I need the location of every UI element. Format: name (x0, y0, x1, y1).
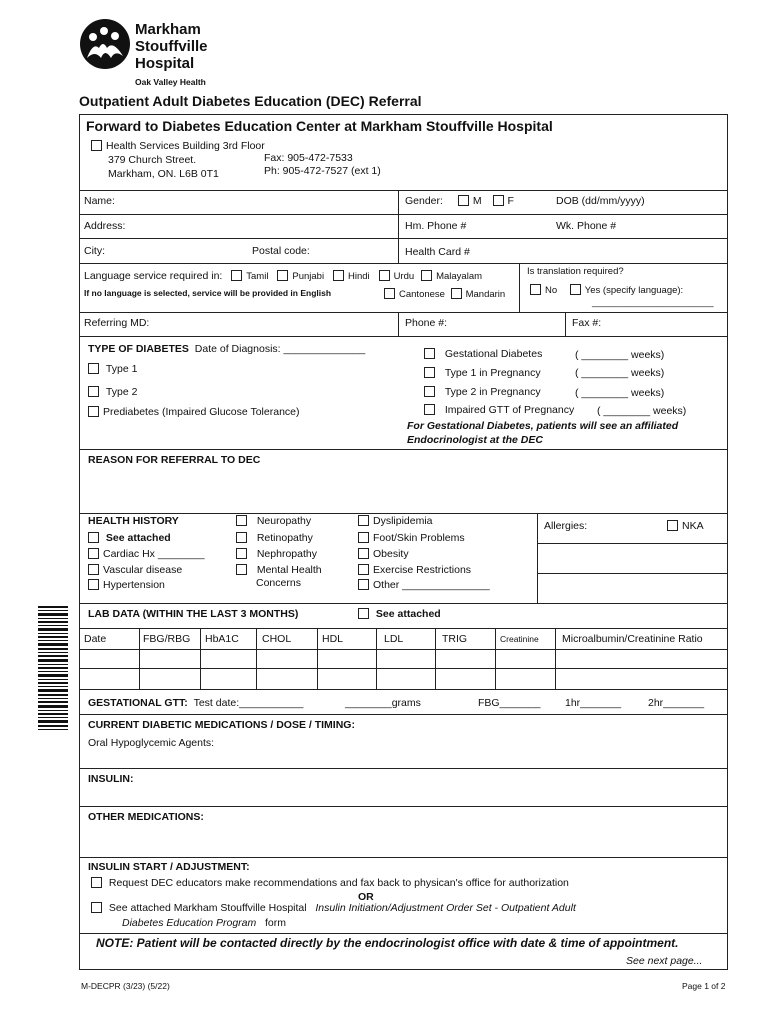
forward-heading: Forward to Diabetes Education Center at Markham Stouffville Hospital (86, 118, 553, 134)
insulin-order-set-checkbox[interactable] (91, 902, 102, 913)
gtt-test-date[interactable]: Test date:___________ (193, 697, 304, 709)
referring-fax-field[interactable]: Fax #: (572, 317, 602, 329)
mandarin-checkbox[interactable] (451, 288, 462, 299)
building-label: Health Services Building 3rd Floor (106, 140, 265, 152)
cardiac-label: Cardiac Hx ________ (103, 548, 205, 560)
gestational-weeks[interactable]: ( ________ weeks) (575, 349, 665, 361)
retinopathy-checkbox[interactable] (236, 532, 247, 543)
lab-col-chol: CHOL (262, 633, 292, 645)
insulin-start-heading: INSULIN START / ADJUSTMENT: (88, 861, 250, 873)
mental-health-option[interactable] (236, 564, 322, 576)
neuropathy-label: Neuropathy (256, 515, 312, 527)
reason-text-area[interactable] (88, 470, 718, 510)
home-phone-field[interactable]: Hm. Phone # (405, 220, 467, 232)
exercise-checkbox[interactable] (358, 564, 369, 575)
urdu-checkbox[interactable] (379, 270, 390, 281)
gestational-label: Gestational Diabetes (444, 348, 543, 360)
hospital-logo-icon (79, 18, 131, 70)
nka-label: NKA (682, 520, 704, 532)
type2-checkbox[interactable] (88, 386, 99, 397)
hindi-checkbox[interactable] (333, 270, 344, 281)
gender-m-checkbox[interactable] (458, 195, 469, 206)
vascular-checkbox[interactable] (88, 564, 99, 575)
foot-skin-option[interactable] (358, 532, 465, 544)
lab-col-ldl: LDL (384, 633, 404, 645)
name-field[interactable]: Name: (84, 195, 115, 207)
dyslipidemia-option[interactable] (358, 515, 433, 527)
retinopathy-label: Retinopathy (256, 532, 313, 544)
health-see-attached-checkbox[interactable] (88, 532, 99, 543)
translation-options (530, 284, 683, 297)
igt-pregnancy-checkbox[interactable] (424, 404, 435, 415)
lab-see-attached-label: See attached (375, 608, 441, 620)
mental-health-label: Mental Health (256, 564, 322, 576)
work-phone-field[interactable]: Wk. Phone # (556, 220, 617, 232)
type1-option[interactable] (88, 363, 137, 375)
logo-name-line3: Hospital (135, 55, 195, 72)
health-card-field[interactable]: Health Card # (405, 246, 470, 258)
forward-building-option[interactable] (91, 140, 265, 152)
hypertension-option[interactable] (88, 579, 165, 591)
form-title: Outpatient Adult Diabetes Education (DEC) Referral (79, 93, 422, 109)
form-code: M-DECPR (3/23) (5/22) (81, 981, 170, 991)
forward-phone: Ph: 905-472-7527 (ext 1) (264, 165, 381, 177)
dob-field[interactable]: DOB (dd/mm/yyyy) (556, 195, 645, 207)
insulin-order-set-line2 (122, 917, 286, 929)
t1-pregnancy-checkbox[interactable] (424, 367, 435, 378)
mental-health-label-2: Concerns (256, 577, 301, 589)
logo-tagline: Oak Valley Health (135, 77, 206, 87)
other-checkbox[interactable] (358, 579, 369, 590)
cardiac-option[interactable] (88, 548, 205, 560)
type1-label: Type 1 (105, 363, 138, 375)
diabetes-heading: TYPE OF DIABETES (88, 343, 189, 355)
dyslipidemia-checkbox[interactable] (358, 515, 369, 526)
neuropathy-option[interactable] (236, 515, 311, 527)
hypertension-checkbox[interactable] (88, 579, 99, 590)
language-label: Language service required in: (84, 270, 223, 282)
gtt-label: GESTATIONAL GTT: (88, 697, 188, 709)
lab-heading: LAB DATA (WITHIN THE LAST 3 MONTHS) (88, 608, 299, 620)
nka-option[interactable] (667, 520, 704, 532)
t2-pregnancy-weeks[interactable]: ( ________ weeks) (575, 387, 665, 399)
vascular-option[interactable] (88, 564, 182, 576)
lab-see-attached-option[interactable] (358, 608, 441, 620)
mental-health-checkbox[interactable] (236, 564, 247, 575)
type2-label: Type 2 (105, 386, 138, 398)
logo-name-line1: Markham (135, 21, 201, 38)
other-option[interactable] (358, 579, 490, 591)
exercise-label: Exercise Restrictions (373, 564, 472, 576)
other-medications-field[interactable]: OTHER MEDICATIONS: (88, 811, 204, 823)
cantonese-label: Cantonese (399, 289, 445, 300)
translation-no-checkbox[interactable] (530, 284, 541, 295)
foot-skin-checkbox[interactable] (358, 532, 369, 543)
building-checkbox[interactable] (91, 140, 102, 151)
gestational-checkbox[interactable] (424, 348, 435, 359)
t1-pregnancy-label: Type 1 in Pregnancy (444, 367, 541, 379)
barcode-icon (38, 606, 68, 730)
translation-language-blank[interactable]: _______________________ (592, 297, 714, 308)
lab-see-attached-checkbox[interactable] (358, 608, 369, 619)
reason-heading: REASON FOR REFERRAL TO DEC (88, 454, 261, 466)
t2-pregnancy-checkbox[interactable] (424, 386, 435, 397)
address-field[interactable]: Address: (84, 220, 126, 232)
foot-skin-label: Foot/Skin Problems (373, 532, 465, 544)
malayalam-label: Malayalam (436, 271, 483, 282)
urdu-label: Urdu (393, 271, 415, 282)
insulin-order-set-title: Insulin Initiation/Adjustment Order Set - Outpatient Adult (315, 902, 576, 914)
t2-pregnancy-label: Type 2 in Pregnancy (444, 386, 541, 398)
t1-pregnancy-option[interactable] (424, 367, 541, 379)
translation-question: Is translation required? (527, 266, 624, 277)
logo-name-line2: Stouffville (135, 38, 208, 55)
lab-col-hba1c: HbA1C (205, 633, 239, 645)
igt-pregnancy-option[interactable] (424, 404, 574, 416)
gtt-fbg[interactable]: FBG_______ (478, 697, 541, 709)
lab-col-microalbumin: Microalbumin/Creatinine Ratio (562, 633, 703, 645)
allergies-field[interactable]: Allergies: (544, 520, 588, 532)
tamil-label: Tamil (246, 271, 269, 282)
lab-col-trig: TRIG (442, 633, 468, 645)
gestational-option[interactable] (424, 348, 542, 360)
chinese-options (384, 288, 505, 301)
exercise-option[interactable] (358, 564, 471, 576)
gtt-grams[interactable]: ________grams (345, 697, 421, 709)
igt-pregnancy-weeks[interactable]: ( ________ weeks) (597, 405, 687, 417)
nephropathy-option[interactable] (236, 548, 317, 560)
forward-fax: Fax: 905-472-7533 (264, 152, 353, 164)
prediabetes-option[interactable] (88, 406, 300, 418)
cantonese-checkbox[interactable] (384, 288, 395, 299)
forward-city: Markham, ON. L6B 0T1 (108, 168, 219, 180)
t2-pregnancy-option[interactable] (424, 386, 541, 398)
gender-label: Gender: (405, 195, 443, 207)
see-next-page: See next page... (626, 955, 703, 967)
postal-code-field[interactable]: Postal code: (252, 245, 310, 257)
obesity-label: Obesity (373, 548, 409, 560)
insulin-order-set-form: form (265, 917, 287, 929)
city-field[interactable]: City: (84, 245, 105, 257)
hypertension-label: Hypertension (103, 579, 165, 591)
type1-checkbox[interactable] (88, 363, 99, 374)
dyslipidemia-label: Dyslipidemia (373, 515, 433, 527)
gender-f-checkbox[interactable] (493, 195, 504, 206)
translation-yes-checkbox[interactable] (570, 284, 581, 295)
insulin-option-request[interactable] (91, 877, 569, 889)
language-row (84, 270, 482, 283)
nka-checkbox[interactable] (667, 520, 678, 531)
insulin-field[interactable]: INSULIN: (88, 773, 134, 785)
meds-heading: CURRENT DIABETIC MEDICATIONS / DOSE / TIMING: (88, 719, 355, 731)
gestational-note-line2: Endocrinologist at the DEC (407, 434, 543, 446)
nephropathy-label: Nephropathy (256, 548, 317, 560)
hindi-label: Hindi (347, 271, 370, 282)
nephropathy-checkbox[interactable] (236, 548, 247, 559)
insulin-option-order-set[interactable] (91, 902, 576, 914)
gender-field[interactable] (405, 195, 514, 207)
mandarin-label: Mandarin (465, 289, 506, 300)
t1-pregnancy-weeks[interactable]: ( ________ weeks) (575, 367, 665, 379)
other-label: Other _______________ (373, 579, 490, 591)
lab-col-hdl: HDL (322, 633, 344, 645)
lab-col-creatinine: Creatinine (500, 634, 539, 644)
health-history-heading: HEALTH HISTORY (88, 515, 179, 527)
type2-option[interactable] (88, 386, 137, 398)
malayalam-checkbox[interactable] (421, 270, 432, 281)
neuropathy-checkbox[interactable] (236, 515, 247, 526)
diabetes-heading-row (88, 343, 365, 355)
forward-street: 379 Church Street. (108, 154, 197, 166)
punjabi-checkbox[interactable] (277, 270, 288, 281)
date-of-diagnosis-field[interactable]: Date of Diagnosis: ______________ (194, 343, 366, 355)
health-see-attached-label: See attached (105, 532, 171, 544)
gender-f-label: F (507, 195, 514, 207)
igt-pregnancy-label: Impaired GTT of Pregnancy (444, 404, 575, 416)
cardiac-checkbox[interactable] (88, 548, 99, 559)
prediabetes-label: Prediabetes (Impaired Glucose Tolerance) (103, 406, 300, 418)
gtt-row (88, 697, 303, 709)
obesity-option[interactable] (358, 548, 409, 560)
gestational-note-line1: For Gestational Diabetes, patients will see an affiliated (407, 420, 679, 432)
oral-agents-field[interactable]: Oral Hypoglycemic Agents: (88, 737, 215, 749)
gtt-1hr[interactable]: 1hr_______ (565, 697, 622, 709)
referring-phone-field[interactable]: Phone #: (405, 317, 448, 329)
health-see-attached-option[interactable] (88, 532, 171, 544)
prediabetes-checkbox[interactable] (88, 406, 99, 417)
appointment-note: NOTE: Patient will be contacted directly by the endocrinologist office with date & time of appointment. (96, 936, 679, 950)
obesity-checkbox[interactable] (358, 548, 369, 559)
insulin-or: OR (358, 891, 374, 903)
page-number: Page 1 of 2 (682, 981, 726, 991)
gender-m-label: M (472, 195, 482, 207)
retinopathy-option[interactable] (236, 532, 313, 544)
translation-yes-label: Yes (specify language): (584, 285, 684, 296)
referring-md-field[interactable]: Referring MD: (84, 317, 150, 329)
translation-no-label: No (545, 285, 558, 296)
lab-col-date: Date (84, 633, 107, 645)
insulin-order-set-label: See attached Markham Stouffville Hospital (108, 902, 307, 914)
punjabi-label: Punjabi (292, 271, 325, 282)
vascular-label: Vascular disease (103, 564, 183, 576)
language-note: If no language is selected, service will be provided in English (84, 288, 332, 298)
insulin-order-set-program: Diabetes Education Program (122, 917, 257, 929)
gtt-2hr[interactable]: 2hr_______ (648, 697, 705, 709)
insulin-request-checkbox[interactable] (91, 877, 102, 888)
insulin-request-label: Request DEC educators make recommendations and fax back to physican's office for authorization (108, 877, 569, 889)
lab-col-fbg: FBG/RBG (143, 633, 191, 645)
tamil-checkbox[interactable] (231, 270, 242, 281)
